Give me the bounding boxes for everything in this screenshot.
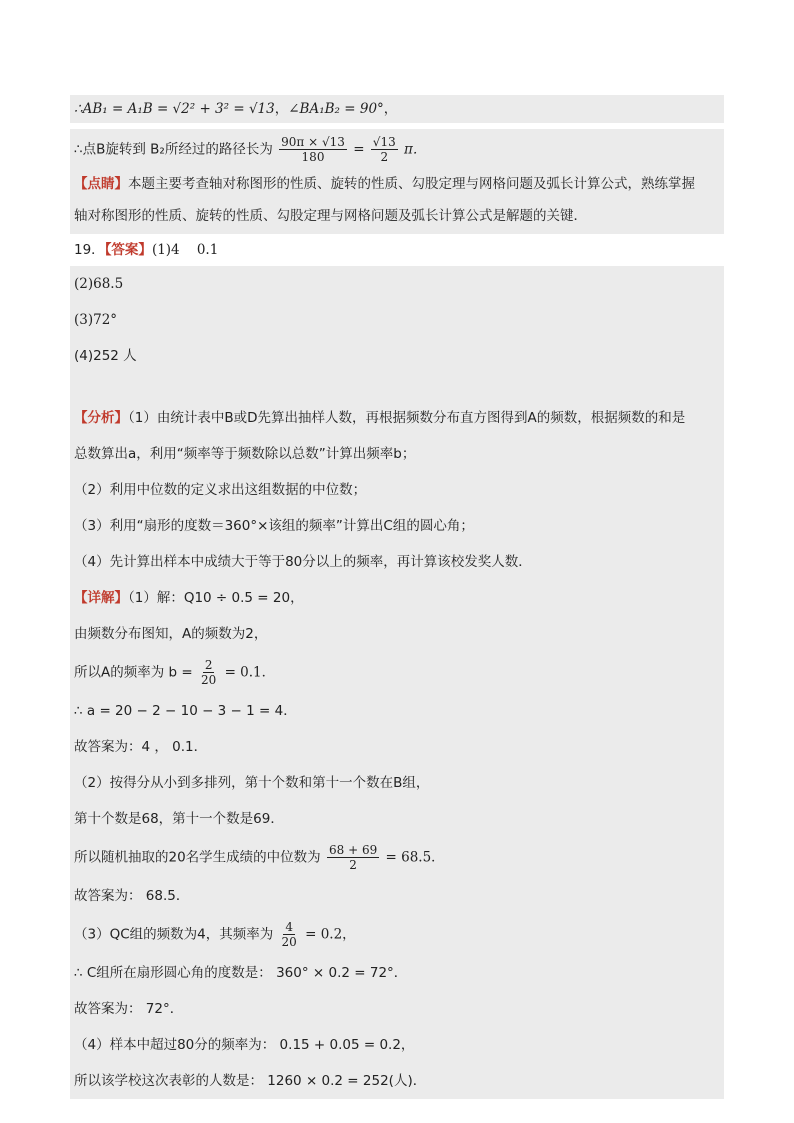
fenxi-line-4: （3）利用“扇形的度数＝360°×该组的频率”计算出C组的圆心角； [70,508,724,544]
q19-answer-line [70,234,724,266]
spacer [70,374,724,400]
arc-prefix: ∴点B旋转到 B₂所经过的路径长为 [74,141,273,158]
separator: ， [274,101,289,117]
answer-4: (4)252 人 [70,338,724,374]
distance-equation: B₁ = A₁B = √2² + 3² = √13 [92,101,275,117]
xiangjie-line-12: 故答案为： 72°． [70,991,724,1027]
fenxi-line-1: 【分析】（1）由统计表中B或D先算出抽样人数，再根据频数分布直方图得到A的频数，根据频数的和是 [70,400,724,436]
median-fraction: $\frac{68 + 69}{2}$ [328,843,378,872]
fenxi-line-3: （2）利用中位数的定义求出这组数据的中位数； [70,472,724,508]
dianjing-text-2: 轴对称图形的性质、旋转的性质、勾股定理与网格问题及弧长计算公式是解题的关键． [74,208,587,224]
xiangjie-line-7: 第十个数是68，第十一个数是69． [70,801,724,837]
xiangjie-line-14: 所以该学校这次表彰的人数是： 1260 × 0.2 = 252(人)． [70,1063,724,1099]
xiangjie-line-5: 故答案为：4 ， 0.1． [70,729,724,765]
xiangjie-tag: 【详解】 [74,590,128,606]
xiangjie-line-11: ∴ C组所在扇形圆心角的度数是： 360° × 0.2 = 72°． [70,955,724,991]
xiangjie-line-10: （3）QC组的频数为4，其频率为 $\frac{4}{20}$ = 0.2， [70,914,724,955]
distance-expression: ∴A [74,101,93,117]
question-number: 19． [74,242,105,258]
xiangjie-line-13: （4）样本中超过80分的频率为： 0.15 + 0.05 = 0.2， [70,1027,724,1063]
dianjing-text-1: 本题主要考查轴对称图形的性质、旋转的性质、勾股定理与网格问题及弧长计算公式，熟练掌握 [128,176,695,192]
answer-3: (3)72° [70,302,724,338]
solution-page [70,95,724,1099]
freq-a-fraction: $\frac{2}{20}$ [201,658,217,687]
answer-tag: 【答案】 [104,242,152,258]
dianjing-line-2 [70,198,724,234]
xiangjie-line-2: 由频数分布图知，A的频数为2， [70,616,724,652]
dianjing-line-1 [70,170,724,198]
xiangjie-line-6: （2）按得分从小到多排列，第十个数和第十一个数在B组， [70,765,724,801]
arc-fraction-1: $\frac{90\pi \times √13}{180}$ [281,135,345,164]
line-distance-calc [70,95,724,123]
angle-expression: ∠BA₁B₂ = 90° [288,101,384,117]
dianjing-tag: 【点睛】 [74,176,128,192]
line-arc-length: ∴点B旋转到 B₂所经过的路径长为 $\frac{90\pi \times √13}{180}$ = $\frac{√13}{2}$ π． [70,129,724,170]
freq-c-fraction: $\frac{4}{20}$ [281,920,297,949]
fenxi-line-5: （4）先计算出样本中成绩大于等于80分以上的频率，再计算该校发奖人数． [70,544,724,580]
fenxi-tag: 【分析】 [74,410,128,426]
answer-2: (2)68.5 [70,266,724,302]
answer-1: (1)4 0.1 [151,242,219,258]
arc-fraction-2: $\frac{√13}{2}$ [372,135,396,164]
fenxi-line-2: 总数算出a，利用“频率等于频数除以总数”计算出频率b； [70,436,724,472]
xiangjie-line-3: 所以A的频率为 b = $\frac{2}{20}$ = 0.1． [70,652,724,693]
xiangjie-line-9: 故答案为： 68.5． [70,878,724,914]
xiangjie-line-1: 【详解】（1）解：Q10 ÷ 0.5 = 20， [70,580,724,616]
xiangjie-line-8: 所以随机抽取的20名学生成绩的中位数为 $\frac{68 + 69}{2}$ = 68.5． [70,837,724,878]
line-end: ， [383,101,398,117]
xiangjie-line-4: ∴ a = 20 − 2 − 10 − 3 − 1 = 4． [70,693,724,729]
